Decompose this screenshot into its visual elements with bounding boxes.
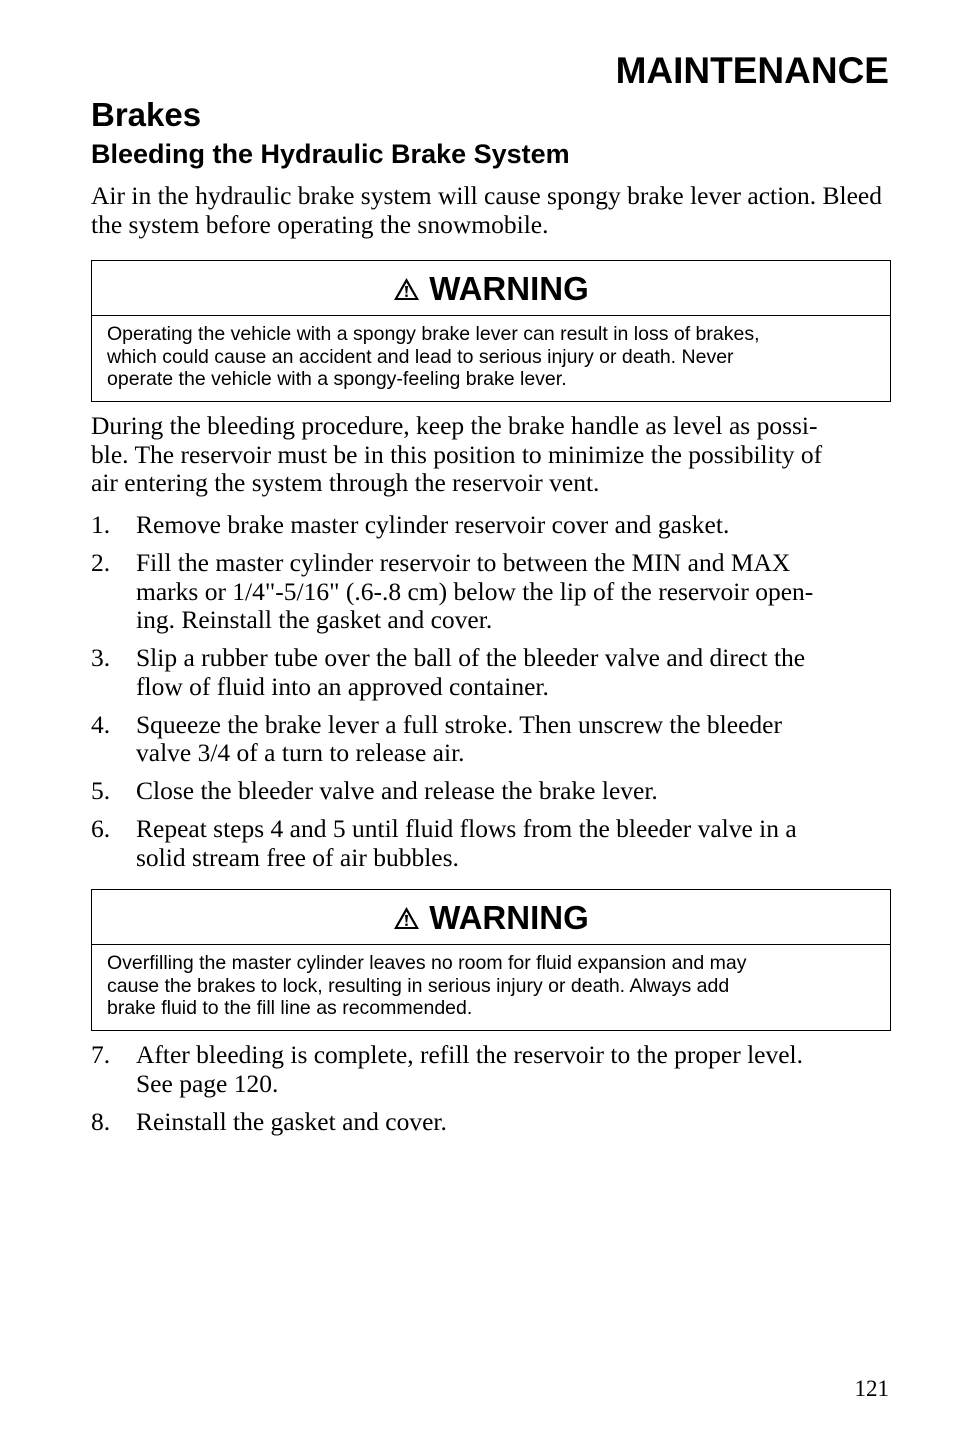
warning-line: brake fluid to the fill line as recommended.: [107, 997, 473, 1019]
text-line: ble. The reservoir must be in this position to minimize the possibility of: [91, 439, 823, 469]
running-head: MAINTENANCE: [615, 50, 889, 91]
warning-triangle-icon: [393, 906, 420, 930]
list-item: [91, 1108, 891, 1137]
step-number: 2.: [91, 548, 111, 577]
warning-header: [92, 890, 890, 945]
warning-text: [92, 316, 890, 391]
text-line: air entering the system through the reservoir vent.: [91, 468, 600, 497]
step-number: 5.: [91, 776, 111, 805]
step-number: 6.: [91, 814, 111, 843]
steps-list: [91, 511, 891, 872]
list-item: [91, 777, 891, 806]
list-item: [91, 711, 891, 768]
step-line: Repeat steps 4 and 5 until fluid flows from the bleeder valve in a: [136, 814, 797, 843]
warning-title: WARNING: [429, 269, 589, 307]
step-number: 8.: [91, 1106, 111, 1136]
steps-list-continued: [91, 1041, 891, 1136]
warning-triangle-icon: [393, 277, 420, 301]
step-line: ing. Reinstall the gasket and cover.: [136, 605, 493, 634]
step-line: marks or 1/4"-5/16" (.6-.8 cm) below the lip of the reservoir open-: [136, 576, 814, 606]
subsection-title: Bleeding the Hydraulic Brake System: [91, 139, 570, 169]
step-number: 3.: [91, 643, 111, 672]
step-line: Fill the master cylinder reservoir to between the MIN and MAX: [136, 548, 791, 577]
warning-box-1: [91, 260, 891, 402]
step-line: After bleeding is complete, refill the reservoir to the proper level.: [136, 1040, 803, 1069]
list-item: [91, 549, 891, 635]
warning-box-2: [91, 889, 891, 1031]
list-item: [91, 644, 891, 701]
step-line: solid stream free of air bubbles.: [136, 842, 459, 872]
warning-text: [92, 945, 890, 1020]
procedure-note: [91, 412, 891, 498]
list-item: [91, 511, 891, 540]
step-line: Reinstall the gasket and cover.: [136, 1106, 447, 1136]
warning-line: which could cause an accident and lead to serious injury or death. Never: [107, 345, 734, 368]
step-line: Close the bleeder valve and release the brake lever.: [136, 776, 658, 805]
step-number: 7.: [91, 1040, 111, 1069]
step-number: 1.: [91, 510, 111, 539]
step-number: 4.: [91, 709, 111, 739]
warning-title: WARNING: [429, 898, 589, 936]
manual-page: [91, 0, 891, 1454]
list-item: [91, 1041, 891, 1098]
warning-line: operate the vehicle with a spongy-feeling brake lever.: [107, 368, 567, 390]
step-line: flow of fluid into an approved container.: [136, 671, 549, 701]
step-line: Slip a rubber tube over the ball of the bleeder valve and direct the: [136, 643, 806, 672]
warning-header: [92, 261, 890, 316]
step-line: See page 120.: [136, 1068, 279, 1098]
step-line: valve 3/4 of a turn to release air.: [136, 738, 465, 767]
section-title: Brakes: [91, 96, 202, 133]
page-number: 121: [854, 1376, 889, 1401]
intro-paragraph: Air in the hydraulic brake system will cause spongy brake lever action. Bleed the system before operating the snowmobile.: [91, 181, 882, 239]
warning-line: Operating the vehicle with a spongy brake lever can result in loss of brakes,: [107, 323, 760, 345]
text-line: During the bleeding procedure, keep the brake handle as level as possi-: [91, 411, 818, 440]
warning-line: cause the brakes to lock, resulting in serious injury or death. Always add: [107, 974, 730, 997]
warning-line: Overfilling the master cylinder leaves no room for fluid expansion and may: [107, 952, 747, 974]
step-line: Remove brake master cylinder reservoir cover and gasket.: [136, 510, 730, 539]
step-line: Squeeze the brake lever a full stroke. Then unscrew the bleeder: [136, 709, 782, 739]
list-item: [91, 815, 891, 872]
